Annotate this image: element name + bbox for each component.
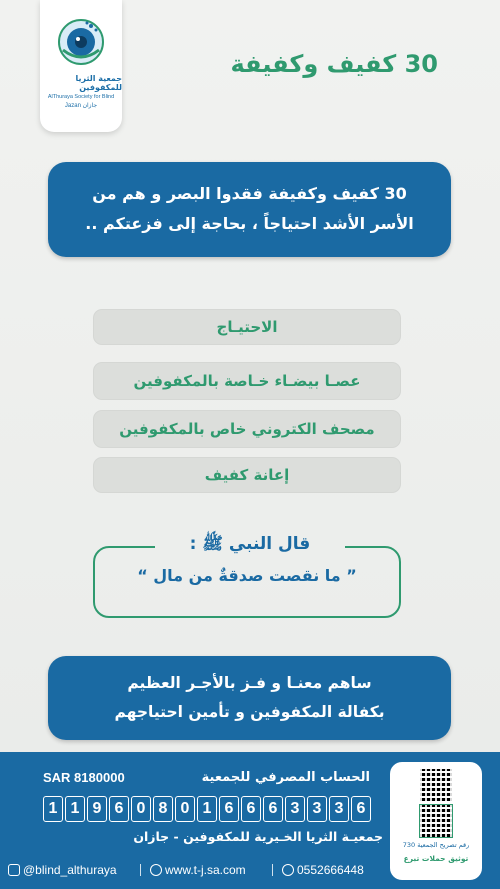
qr-card[interactable]: [390, 762, 482, 880]
qr-code-icon[interactable]: [420, 769, 452, 801]
need-item-electronic-quran: مصحف الكتروني خاص بالمكفوفين: [93, 410, 401, 448]
divider: [140, 864, 141, 876]
needs-heading: الاحتيـاج: [93, 309, 401, 345]
iban-digit: 1: [43, 796, 63, 822]
iban-digit: 6: [219, 796, 239, 822]
intro-box: [48, 162, 451, 257]
eye-emblem-icon: [57, 18, 105, 66]
logo-city: Jazan جازان: [64, 103, 98, 109]
qr-caption-license: رقم تصريح الجمعية 730: [402, 841, 470, 849]
divider: [272, 864, 273, 876]
iban-digit: 9: [87, 796, 107, 822]
society-logo: [40, 0, 122, 132]
qr-caption-campaign: توثيق حملات تبرع: [403, 854, 469, 863]
instagram-icon: [8, 864, 20, 876]
instagram-handle: @blind_althuraya: [23, 863, 117, 877]
globe-icon: [150, 864, 162, 876]
cta-line-1: ساهم معنـا و فـز بالأجـر العظيم: [127, 674, 372, 692]
need-item-white-cane: عصـا بيضـاء خـاصة بالمكفوفين: [93, 362, 401, 400]
qr-code-icon[interactable]: [420, 805, 452, 837]
need-item-support: إعانة كفيف: [93, 457, 401, 493]
phone-icon: [282, 864, 294, 876]
iban-digit: 6: [241, 796, 261, 822]
hadith-quote: ” ما نقصت صدقةٌ من مال “: [137, 566, 357, 585]
iban-digit: 1: [65, 796, 85, 822]
iban-digit: 8: [153, 796, 173, 822]
cta-line-2: بكفالة المكفوفين و تأمين احتياجهم: [114, 703, 385, 721]
iban-digits: [43, 796, 371, 822]
phone-number: 0552666448: [297, 863, 364, 877]
iban-digit: 3: [285, 796, 305, 822]
iban-digit: 0: [175, 796, 195, 822]
phone-link[interactable]: [282, 863, 364, 877]
iban-digit: 3: [307, 796, 327, 822]
website-url: www.t-j.sa.com: [165, 863, 246, 877]
page-title: 30 كفيف وكفيفة: [230, 50, 438, 78]
website-link[interactable]: [150, 863, 246, 877]
iban-digit: 1: [197, 796, 217, 822]
iban-digit: 0: [131, 796, 151, 822]
intro-line-1: 30 كفيف وكفيفة فقدوا البصر و هم من: [92, 184, 407, 203]
hadith-label: قال النبي ﷺ :: [155, 528, 345, 560]
iban-digit: 6: [263, 796, 283, 822]
bank-account-title: الحساب المصرفي للجمعية: [201, 770, 370, 785]
contact-row: [0, 860, 390, 882]
iban-digit: 6: [109, 796, 129, 822]
account-holder-name: جمعيـة الثريا الخـيرية للمكفوفين - جازان: [133, 829, 383, 844]
call-to-action-box: [48, 656, 451, 740]
logo-name-english: AlThuraya Society for Blind: [47, 94, 115, 100]
intro-line-2: الأسر الأشد احتياجاً ، بحاجة إلى فزعتكم ..: [85, 214, 414, 233]
instagram-link[interactable]: [8, 863, 117, 877]
bank-sar-code: SAR 8180000: [43, 770, 125, 785]
logo-name-arabic: جمعية الثريا للمكفوفين: [75, 74, 122, 92]
iban-digit: 3: [329, 796, 349, 822]
iban-digit: 6: [351, 796, 371, 822]
